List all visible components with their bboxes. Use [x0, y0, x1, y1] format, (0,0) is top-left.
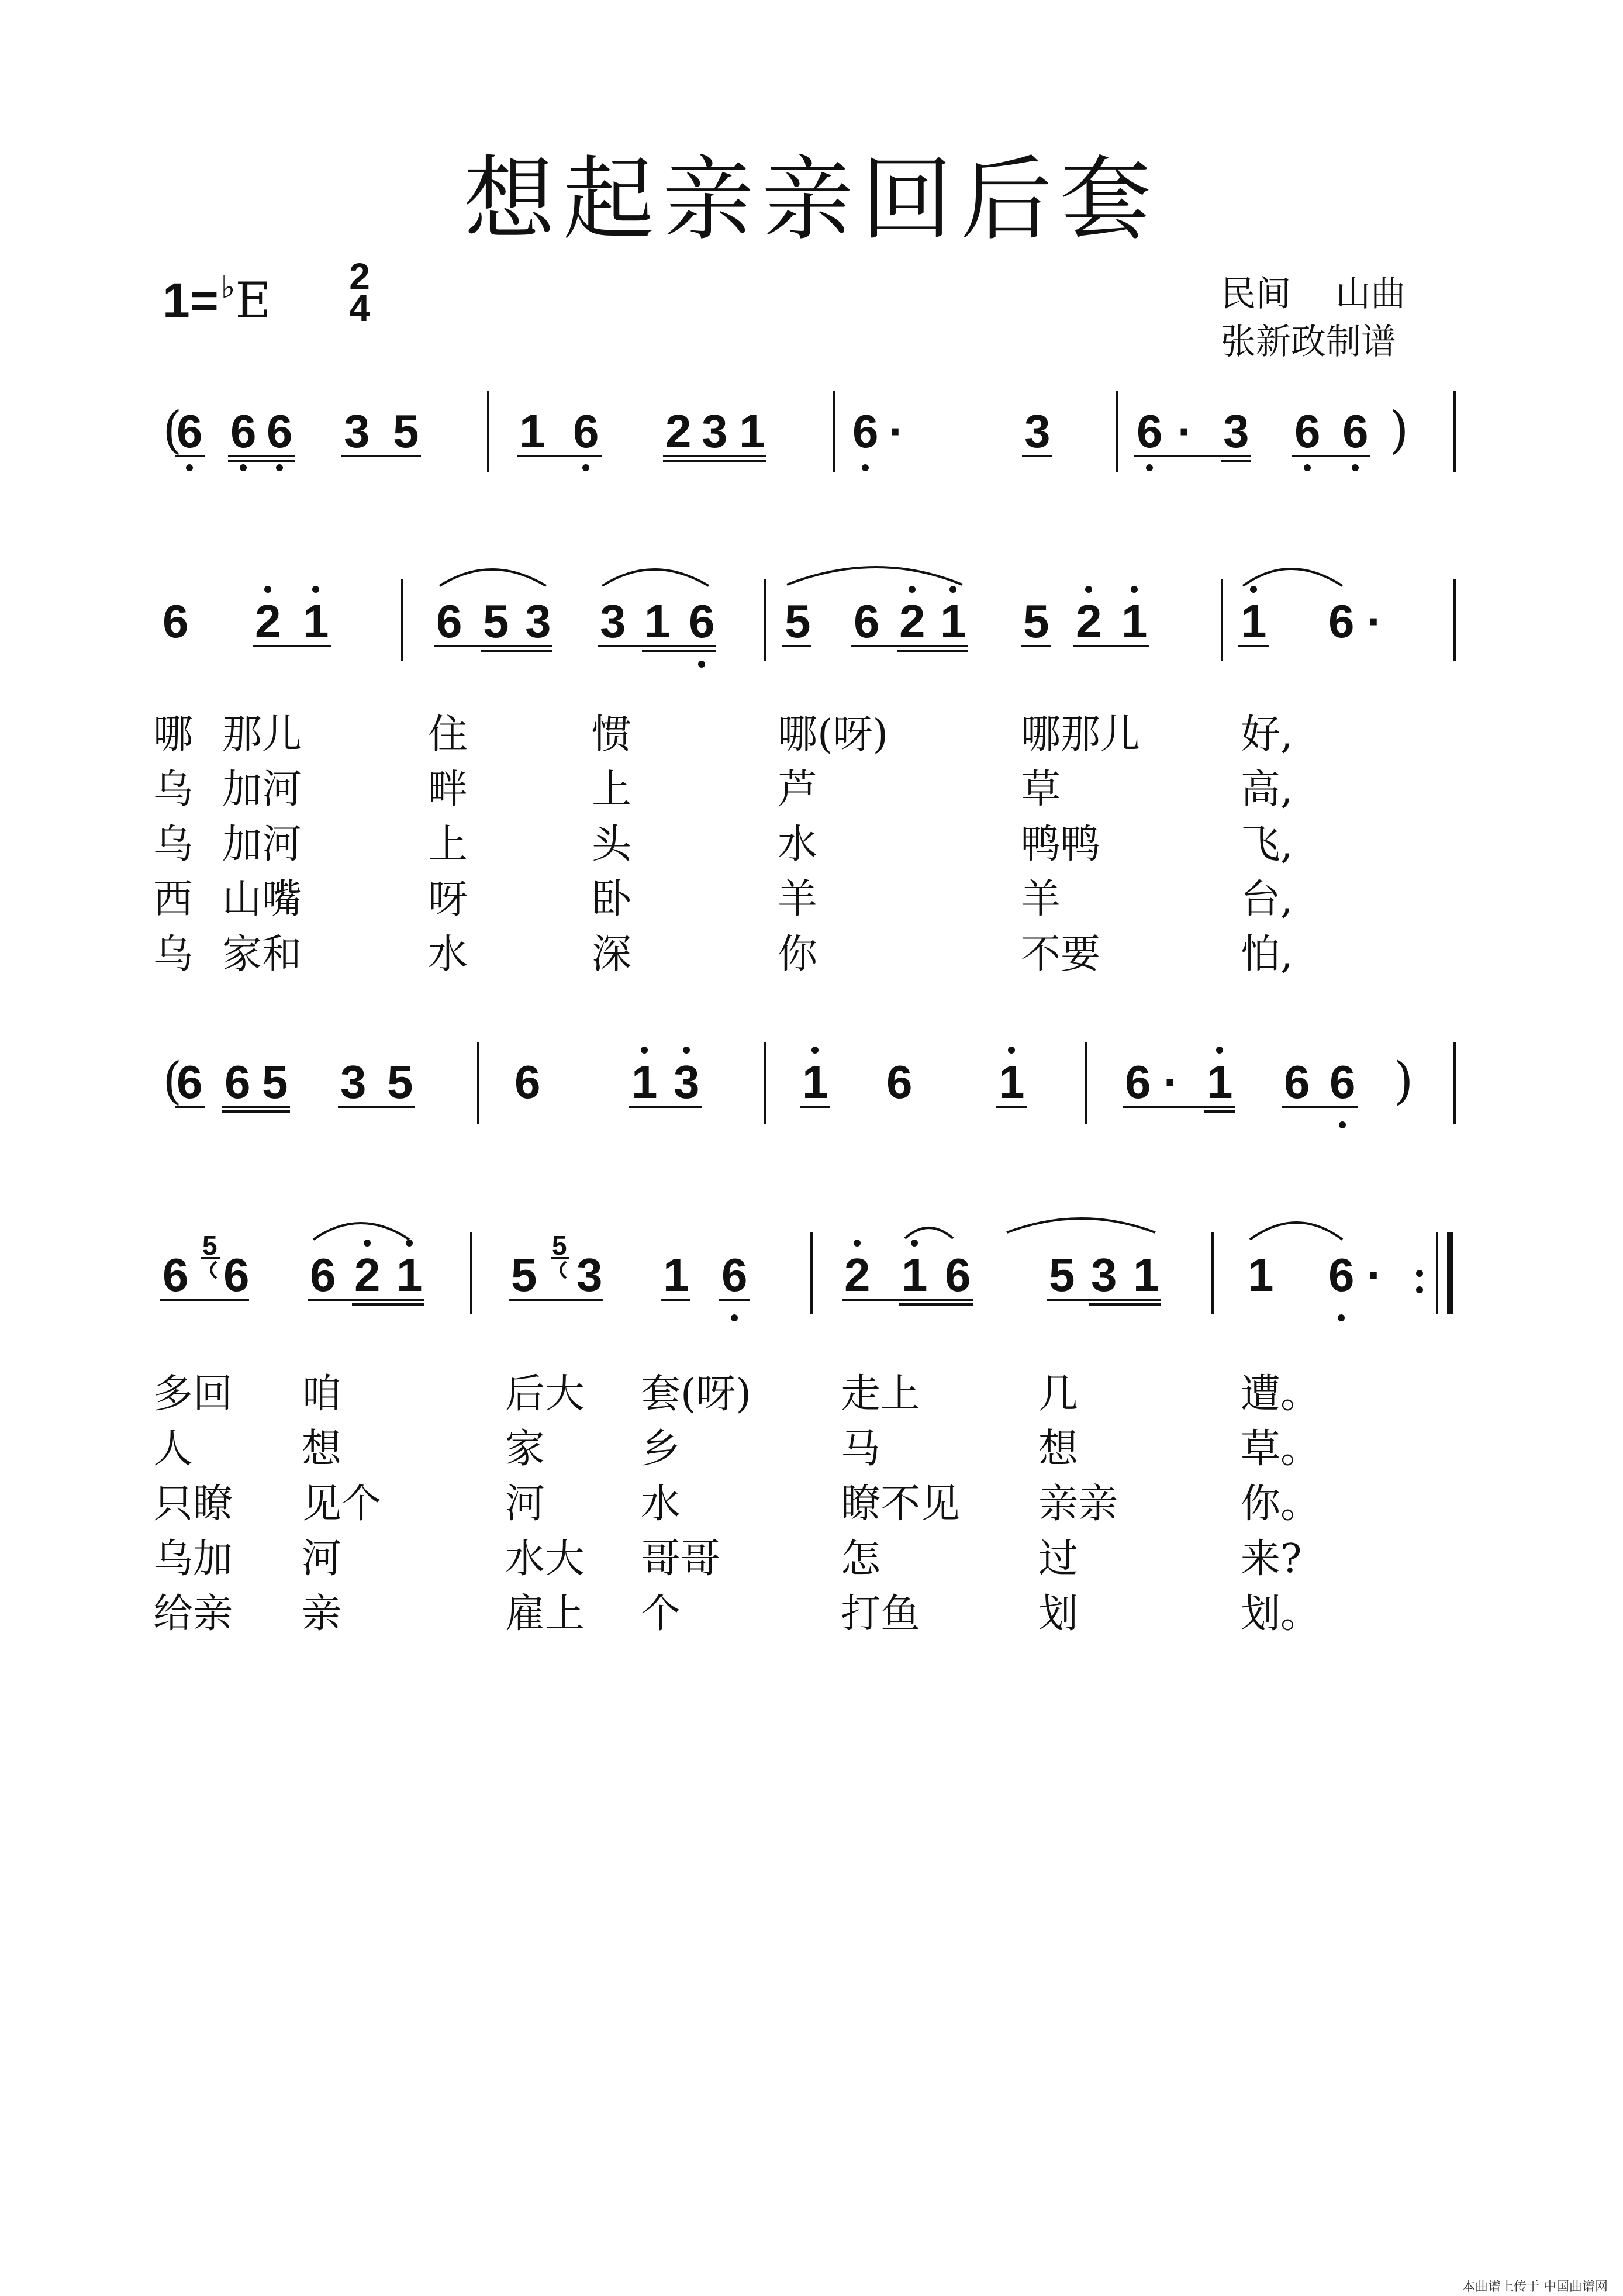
lyric: 鸭鸭: [1021, 821, 1101, 868]
lyric: 划。: [1241, 1591, 1321, 1637]
lyric: 遭。: [1241, 1371, 1321, 1417]
lyric: 打鱼: [841, 1591, 921, 1637]
svg-text:1: 1: [1121, 595, 1148, 647]
lyric: 西: [153, 876, 194, 923]
lyric: 套(呀): [641, 1371, 752, 1417]
lyric: 住: [428, 712, 468, 758]
svg-text:6: 6: [1328, 1249, 1355, 1301]
svg-text:5: 5: [511, 1249, 537, 1301]
svg-text:1: 1: [999, 1056, 1025, 1108]
lyric: 加河: [222, 767, 302, 813]
lyric: 水: [778, 821, 818, 868]
time-signature-bottom: 4: [349, 287, 370, 329]
lyric: 家和: [222, 931, 302, 978]
svg-text:3: 3: [1024, 405, 1051, 457]
lyric: 乌: [153, 931, 194, 978]
footer-watermark: 本曲谱上传于 中国曲谱网: [1462, 2280, 1608, 2294]
svg-text:3: 3: [674, 1056, 700, 1108]
svg-text:2: 2: [899, 595, 926, 647]
lyric: 划: [1038, 1591, 1079, 1637]
svg-text:2: 2: [844, 1249, 871, 1301]
lyric: 来?: [1241, 1536, 1302, 1582]
svg-text:6: 6: [721, 1249, 748, 1301]
svg-text:6: 6: [230, 405, 257, 457]
lyric: 哪(呀): [778, 712, 889, 758]
svg-text:6: 6: [223, 1249, 250, 1301]
svg-text:1: 1: [1133, 1249, 1159, 1301]
svg-text:·: ·: [889, 405, 904, 457]
svg-text:5: 5: [785, 595, 811, 647]
lyric: 畔: [428, 767, 468, 813]
lyric: 几: [1038, 1371, 1079, 1417]
time-signature-top: 2: [349, 256, 370, 298]
svg-text:6: 6: [163, 1249, 189, 1301]
flat-sign: ♭: [220, 270, 236, 305]
svg-text:): ): [1394, 1052, 1414, 1110]
lyric: 那儿: [222, 712, 302, 758]
svg-text:3: 3: [576, 1249, 603, 1301]
credit-arranger: 张新政制谱: [1221, 322, 1396, 362]
svg-text:1: 1: [1207, 1056, 1233, 1108]
credit-origin: 民间 山曲: [1221, 274, 1406, 315]
svg-text:6: 6: [573, 405, 599, 457]
lyric: 卧: [592, 876, 632, 923]
svg-text:6: 6: [689, 595, 715, 647]
lyric: 呀: [428, 876, 468, 923]
svg-text:6: 6: [177, 405, 203, 457]
lyric: 给亲: [153, 1591, 233, 1637]
lyric: 河: [302, 1536, 342, 1582]
svg-text:5: 5: [1049, 1249, 1075, 1301]
lyric: 台,: [1241, 876, 1293, 923]
svg-text:6: 6: [267, 405, 293, 457]
svg-text:6: 6: [1330, 1056, 1356, 1108]
svg-text:6: 6: [945, 1249, 971, 1301]
svg-text:6: 6: [1294, 405, 1321, 457]
lyric: 乌: [153, 767, 194, 813]
lyric: 怕,: [1241, 931, 1293, 978]
lyric: 深: [592, 931, 632, 978]
lyric: 亲亲: [1038, 1481, 1118, 1527]
svg-text:3: 3: [600, 595, 626, 647]
lyric: 家: [505, 1426, 545, 1472]
svg-text:6: 6: [177, 1056, 203, 1108]
svg-text:5: 5: [202, 1230, 217, 1261]
svg-text:2: 2: [255, 595, 281, 647]
lyric: 亲: [302, 1591, 342, 1637]
lyric: 多回: [153, 1371, 233, 1417]
lyric: 哪: [153, 712, 194, 758]
lyric: 你。: [1241, 1481, 1321, 1527]
lyric: 想: [1038, 1426, 1079, 1472]
svg-text:1: 1: [902, 1249, 928, 1301]
svg-text:·: ·: [1177, 405, 1193, 457]
lyric: 后大: [505, 1371, 585, 1417]
lyric: 雇上: [505, 1591, 585, 1637]
lyric: 羊: [1021, 876, 1061, 923]
lyric: 哪那儿: [1021, 712, 1141, 758]
svg-text:1: 1: [1241, 595, 1267, 647]
lyric: 不要: [1021, 931, 1101, 978]
lyric: 上: [428, 821, 468, 868]
lyric: 想: [302, 1426, 342, 1472]
svg-text:1: 1: [739, 405, 765, 457]
svg-text:3: 3: [340, 1056, 367, 1108]
system-3: [163, 1047, 1414, 1128]
svg-text:1: 1: [663, 1249, 689, 1301]
key-letter: E: [235, 272, 271, 329]
lyric: 你: [778, 931, 818, 978]
system-2: [163, 586, 1383, 668]
lyric: 水: [428, 931, 468, 978]
svg-text:6: 6: [854, 595, 880, 647]
svg-text:(: (: [163, 401, 182, 460]
svg-text:1: 1: [940, 595, 966, 647]
system-4: [163, 1230, 1423, 1321]
svg-text:): ): [1389, 401, 1409, 460]
svg-text:6: 6: [225, 1056, 251, 1108]
svg-text:6: 6: [514, 1056, 541, 1108]
svg-text:1: 1: [802, 1056, 828, 1108]
key-prefix: 1=: [163, 273, 219, 328]
svg-text:3: 3: [1223, 405, 1249, 457]
svg-text:6: 6: [310, 1249, 336, 1301]
lyric: 马: [841, 1426, 881, 1472]
svg-text:1: 1: [303, 595, 329, 647]
svg-text:6: 6: [436, 595, 462, 647]
svg-text:1: 1: [631, 1056, 658, 1108]
page-title: 想起亲亲回后套: [464, 146, 1159, 253]
lyric: 水: [641, 1481, 681, 1527]
svg-text:2: 2: [1076, 595, 1102, 647]
svg-text:5: 5: [1023, 595, 1049, 647]
svg-text:5: 5: [393, 405, 419, 457]
svg-text:1: 1: [396, 1249, 423, 1301]
svg-text:3: 3: [525, 595, 551, 647]
lyric: 乌: [153, 821, 194, 868]
svg-text:2: 2: [665, 405, 692, 457]
svg-text:·: ·: [1367, 595, 1383, 647]
lyric: 见个: [302, 1481, 382, 1527]
lyric: 头: [592, 821, 632, 868]
lyric: 山嘴: [222, 876, 302, 923]
lyric: 好,: [1241, 712, 1293, 758]
lyric: 只瞭: [153, 1481, 233, 1527]
svg-text:3: 3: [344, 405, 370, 457]
svg-text:(: (: [163, 1052, 182, 1110]
lyric: 飞,: [1241, 821, 1293, 868]
lyric: 哥哥: [641, 1536, 721, 1582]
svg-text:5: 5: [387, 1056, 413, 1108]
svg-text:6: 6: [1328, 595, 1355, 647]
svg-text:6: 6: [163, 595, 189, 647]
lyric: 草: [1021, 767, 1061, 813]
svg-text:6: 6: [1137, 405, 1163, 457]
svg-text:6: 6: [852, 405, 879, 457]
lyric: 河: [505, 1481, 545, 1527]
svg-text:·: ·: [1367, 1249, 1383, 1301]
svg-text:1: 1: [644, 595, 671, 647]
lyric: 上: [592, 767, 632, 813]
svg-text:2: 2: [354, 1249, 381, 1301]
svg-text:·: ·: [1163, 1056, 1179, 1108]
lyric: 乡: [641, 1426, 681, 1472]
svg-text:3: 3: [702, 405, 728, 457]
lyric: 瞭不见: [841, 1481, 961, 1527]
svg-text:6: 6: [1342, 405, 1369, 457]
lyric: 高,: [1241, 767, 1293, 813]
lyric: 怎: [841, 1536, 881, 1582]
lyric: 羊: [778, 876, 818, 923]
svg-text:6: 6: [1125, 1056, 1151, 1108]
svg-text:1: 1: [1248, 1249, 1274, 1301]
lyric: 加河: [222, 821, 302, 868]
svg-text:3: 3: [1091, 1249, 1117, 1301]
svg-text:6: 6: [1284, 1056, 1310, 1108]
svg-text:1: 1: [519, 405, 545, 457]
lyric: 个: [641, 1591, 681, 1637]
svg-text:5: 5: [552, 1230, 567, 1261]
svg-text:5: 5: [262, 1056, 288, 1108]
lyric: 人: [153, 1426, 194, 1472]
lyric: 过: [1038, 1536, 1079, 1582]
lyric: 芦: [778, 767, 818, 813]
lyric: 走上: [841, 1371, 921, 1417]
lyric: 水大: [505, 1536, 585, 1582]
svg-text:6: 6: [886, 1056, 913, 1108]
lyric: 咱: [302, 1371, 342, 1417]
lyric: 惯: [592, 712, 632, 758]
svg-text:5: 5: [483, 595, 509, 647]
lyric: 草。: [1241, 1426, 1321, 1472]
lyric: 乌加: [153, 1536, 233, 1582]
